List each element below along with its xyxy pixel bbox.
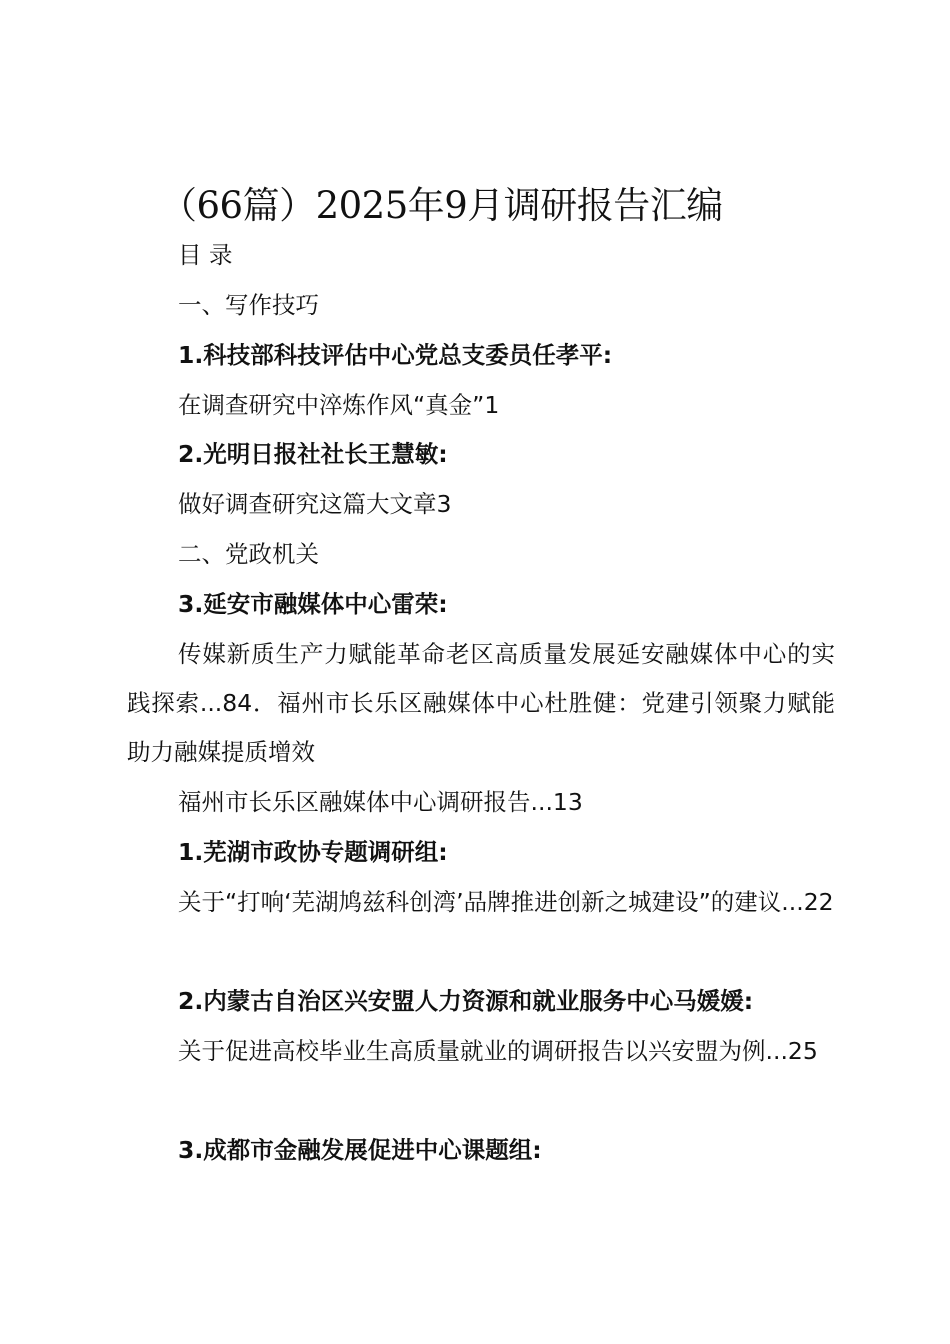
document-title: （66篇）2025年9月调研报告汇编 <box>160 184 723 227</box>
toc-item-5-title: 关于“打响‘芜湖鸠兹科创湾’品牌推进创新之城建设”的建议...22 <box>178 888 834 916</box>
toc-item-2-title: 做好调查研究这篇大文章3 <box>178 490 452 518</box>
toc-item-1-author: 1.科技部科技评估中心党总支委员任孝平: <box>178 341 613 369</box>
toc-item-7-author: 3.成都市金融发展促进中心课题组: <box>178 1136 542 1164</box>
toc-item-2-author: 2.光明日报社社长王慧敏: <box>178 440 448 468</box>
toc-heading: 目 录 <box>178 241 233 269</box>
section-heading-party-government: 二、党政机关 <box>178 540 319 568</box>
toc-item-4-title: 福州市长乐区融媒体中心调研报告...13 <box>178 788 583 816</box>
toc-item-5-author: 1.芜湖市政协专题调研组: <box>178 838 448 866</box>
toc-item-1-title: 在调查研究中淬炼作风“真金”1 <box>178 391 500 419</box>
section-heading-writing-skills: 一、写作技巧 <box>178 291 319 319</box>
toc-item-3-title: 传媒新质生产力赋能革命老区高质量发展延安融媒体中心的实践探索...84．福州市长乐区融媒体中心杜胜健：党建引领聚力赋能助力融媒提质增效 <box>127 640 835 766</box>
toc-item-6-author: 2.内蒙古自治区兴安盟人力资源和就业服务中心马媛媛: <box>178 987 754 1015</box>
toc-item-6-title: 关于促进高校毕业生高质量就业的调研报告以兴安盟为例...25 <box>178 1037 818 1065</box>
toc-item-3-author: 3.延安市融媒体中心雷荣: <box>178 590 448 618</box>
